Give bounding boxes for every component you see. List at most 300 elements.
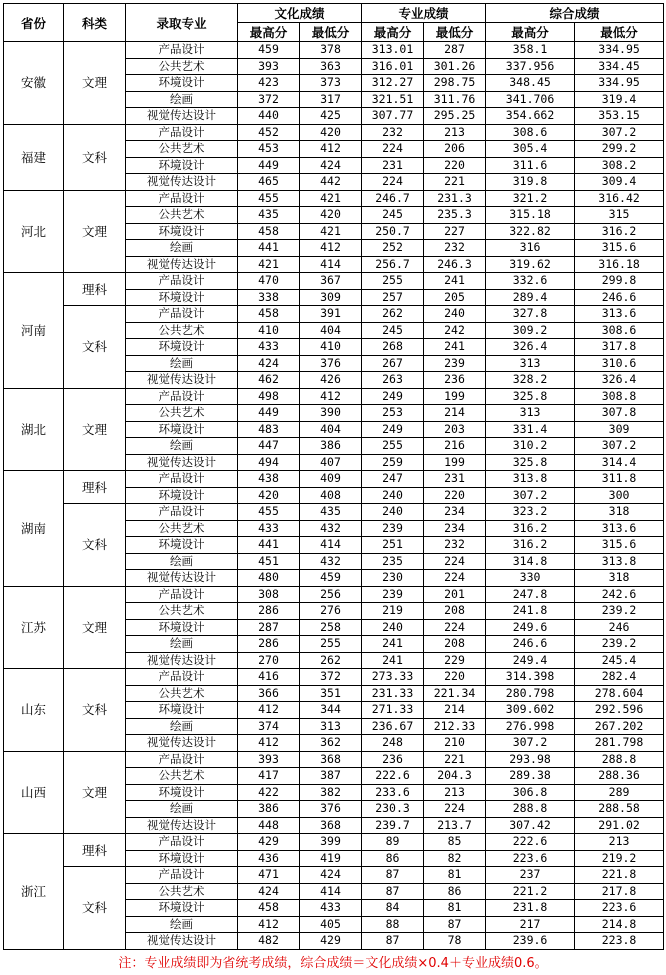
- category-cell: 文理: [64, 42, 126, 125]
- composite-max-cell: 326.4: [486, 339, 575, 356]
- composite-max-cell: 249.6: [486, 619, 575, 636]
- professional-max-cell: 86: [362, 850, 424, 867]
- professional-min-cell: 221: [424, 174, 486, 191]
- culture-min-cell: 424: [300, 157, 362, 174]
- header-category: 科类: [64, 4, 126, 42]
- composite-max-cell: 310.2: [486, 438, 575, 455]
- composite-max-cell: 223.6: [486, 850, 575, 867]
- culture-max-cell: 441: [238, 537, 300, 554]
- composite-min-cell: 315: [575, 207, 664, 224]
- category-cell: 文科: [64, 306, 126, 389]
- professional-max-cell: 240: [362, 504, 424, 521]
- culture-max-cell: 424: [238, 355, 300, 372]
- composite-max-cell: 247.8: [486, 586, 575, 603]
- professional-min-cell: 82: [424, 850, 486, 867]
- culture-min-cell: 363: [300, 58, 362, 75]
- composite-max-cell: 314.398: [486, 669, 575, 686]
- culture-max-cell: 462: [238, 372, 300, 389]
- composite-min-cell: 289: [575, 784, 664, 801]
- province-cell: 浙江: [4, 834, 64, 950]
- category-cell: 理科: [64, 471, 126, 504]
- major-cell: 绘画: [126, 355, 238, 372]
- culture-max-cell: 470: [238, 273, 300, 290]
- culture-max-cell: 417: [238, 768, 300, 785]
- culture-max-cell: 429: [238, 834, 300, 851]
- culture-max-cell: 455: [238, 190, 300, 207]
- professional-min-cell: 206: [424, 141, 486, 158]
- professional-min-cell: 204.3: [424, 768, 486, 785]
- culture-max-cell: 338: [238, 289, 300, 306]
- table-row: [4, 834, 664, 851]
- culture-max-cell: 458: [238, 306, 300, 323]
- culture-min-cell: 262: [300, 652, 362, 669]
- culture-max-cell: 374: [238, 718, 300, 735]
- culture-min-cell: 378: [300, 42, 362, 59]
- table-row: [4, 388, 664, 405]
- culture-min-cell: 432: [300, 553, 362, 570]
- culture-min-cell: 432: [300, 520, 362, 537]
- culture-min-cell: 412: [300, 240, 362, 257]
- major-cell: 绘画: [126, 636, 238, 653]
- composite-min-cell: 309: [575, 421, 664, 438]
- culture-max-cell: 498: [238, 388, 300, 405]
- professional-min-cell: 295.25: [424, 108, 486, 125]
- culture-max-cell: 422: [238, 784, 300, 801]
- professional-min-cell: 203: [424, 421, 486, 438]
- professional-min-cell: 224: [424, 801, 486, 818]
- professional-min-cell: 241: [424, 273, 486, 290]
- culture-min-cell: 407: [300, 454, 362, 471]
- professional-min-cell: 240: [424, 306, 486, 323]
- major-cell: 绘画: [126, 916, 238, 933]
- culture-max-cell: 438: [238, 471, 300, 488]
- culture-min-cell: 309: [300, 289, 362, 306]
- major-cell: 绘画: [126, 438, 238, 455]
- culture-max-cell: 480: [238, 570, 300, 587]
- culture-min-cell: 414: [300, 256, 362, 273]
- professional-max-cell: 250.7: [362, 223, 424, 240]
- professional-max-cell: 246.7: [362, 190, 424, 207]
- major-cell: 视觉传达设计: [126, 174, 238, 191]
- composite-min-cell: 288.8: [575, 751, 664, 768]
- culture-min-cell: 459: [300, 570, 362, 587]
- professional-max-cell: 241: [362, 652, 424, 669]
- culture-min-cell: 404: [300, 322, 362, 339]
- professional-max-cell: 89: [362, 834, 424, 851]
- professional-min-cell: 214: [424, 405, 486, 422]
- culture-min-cell: 258: [300, 619, 362, 636]
- category-cell: 理科: [64, 273, 126, 306]
- professional-min-cell: 221: [424, 751, 486, 768]
- culture-max-cell: 386: [238, 801, 300, 818]
- professional-max-cell: 236: [362, 751, 424, 768]
- composite-max-cell: 217: [486, 916, 575, 933]
- culture-min-cell: 387: [300, 768, 362, 785]
- composite-max-cell: 309.602: [486, 702, 575, 719]
- culture-max-cell: 287: [238, 619, 300, 636]
- composite-max-cell: 293.98: [486, 751, 575, 768]
- header-professional-min: 最低分: [424, 23, 486, 42]
- professional-min-cell: 241: [424, 339, 486, 356]
- major-cell: 公共艺术: [126, 322, 238, 339]
- major-cell: 产品设计: [126, 190, 238, 207]
- professional-min-cell: 86: [424, 883, 486, 900]
- culture-min-cell: 313: [300, 718, 362, 735]
- composite-min-cell: 246.6: [575, 289, 664, 306]
- major-cell: 产品设计: [126, 306, 238, 323]
- major-cell: 环境设计: [126, 421, 238, 438]
- professional-min-cell: 232: [424, 240, 486, 257]
- major-cell: 产品设计: [126, 504, 238, 521]
- professional-min-cell: 87: [424, 916, 486, 933]
- composite-max-cell: 308.6: [486, 124, 575, 141]
- composite-min-cell: 316.2: [575, 223, 664, 240]
- culture-max-cell: 286: [238, 603, 300, 620]
- culture-min-cell: 256: [300, 586, 362, 603]
- professional-max-cell: 219: [362, 603, 424, 620]
- professional-min-cell: 85: [424, 834, 486, 851]
- table-row: [4, 504, 664, 521]
- major-cell: 绘画: [126, 553, 238, 570]
- major-cell: 视觉传达设计: [126, 108, 238, 125]
- composite-min-cell: 318: [575, 504, 664, 521]
- composite-max-cell: 330: [486, 570, 575, 587]
- major-cell: 产品设计: [126, 751, 238, 768]
- composite-min-cell: 313.6: [575, 306, 664, 323]
- professional-max-cell: 239: [362, 520, 424, 537]
- professional-min-cell: 224: [424, 570, 486, 587]
- composite-min-cell: 308.6: [575, 322, 664, 339]
- professional-min-cell: 301.26: [424, 58, 486, 75]
- professional-min-cell: 81: [424, 900, 486, 917]
- professional-max-cell: 233.6: [362, 784, 424, 801]
- composite-min-cell: 242.6: [575, 586, 664, 603]
- composite-min-cell: 310.6: [575, 355, 664, 372]
- province-cell: 山西: [4, 751, 64, 834]
- major-cell: 环境设计: [126, 223, 238, 240]
- culture-min-cell: 429: [300, 933, 362, 950]
- culture-min-cell: 404: [300, 421, 362, 438]
- professional-max-cell: 245: [362, 207, 424, 224]
- major-cell: 产品设计: [126, 471, 238, 488]
- professional-max-cell: 262: [362, 306, 424, 323]
- composite-max-cell: 341.706: [486, 91, 575, 108]
- culture-min-cell: 433: [300, 900, 362, 917]
- category-cell: 文科: [64, 669, 126, 752]
- culture-max-cell: 458: [238, 900, 300, 917]
- culture-max-cell: 421: [238, 256, 300, 273]
- culture-min-cell: 344: [300, 702, 362, 719]
- professional-min-cell: 214: [424, 702, 486, 719]
- composite-max-cell: 358.1: [486, 42, 575, 59]
- major-cell: 绘画: [126, 801, 238, 818]
- culture-min-cell: 408: [300, 487, 362, 504]
- table-body: [4, 42, 664, 950]
- table-row: [4, 471, 664, 488]
- composite-min-cell: 311.8: [575, 471, 664, 488]
- culture-max-cell: 483: [238, 421, 300, 438]
- composite-max-cell: 348.45: [486, 75, 575, 92]
- professional-max-cell: 251: [362, 537, 424, 554]
- professional-max-cell: 88: [362, 916, 424, 933]
- composite-max-cell: 332.6: [486, 273, 575, 290]
- culture-min-cell: 368: [300, 817, 362, 834]
- table-row: [4, 669, 664, 686]
- composite-max-cell: 327.8: [486, 306, 575, 323]
- culture-max-cell: 412: [238, 916, 300, 933]
- province-cell: 湖南: [4, 471, 64, 587]
- professional-max-cell: 249: [362, 421, 424, 438]
- professional-max-cell: 222.6: [362, 768, 424, 785]
- culture-max-cell: 458: [238, 223, 300, 240]
- culture-max-cell: 420: [238, 487, 300, 504]
- professional-max-cell: 230: [362, 570, 424, 587]
- category-cell: 文理: [64, 751, 126, 834]
- composite-min-cell: 213: [575, 834, 664, 851]
- admission-scores-document: [3, 3, 663, 950]
- province-cell: 江苏: [4, 586, 64, 669]
- composite-min-cell: 353.15: [575, 108, 664, 125]
- composite-max-cell: 316.2: [486, 520, 575, 537]
- culture-max-cell: 447: [238, 438, 300, 455]
- table-row: [4, 42, 664, 59]
- professional-min-cell: 220: [424, 157, 486, 174]
- professional-max-cell: 263: [362, 372, 424, 389]
- culture-min-cell: 390: [300, 405, 362, 422]
- culture-max-cell: 372: [238, 91, 300, 108]
- province-cell: 河北: [4, 190, 64, 273]
- composite-min-cell: 299.2: [575, 141, 664, 158]
- composite-min-cell: 307.8: [575, 405, 664, 422]
- header-major: 录取专业: [126, 4, 238, 42]
- table-row: [4, 867, 664, 884]
- composite-max-cell: 313: [486, 355, 575, 372]
- professional-min-cell: 298.75: [424, 75, 486, 92]
- header-composite-score: 综合成绩: [486, 4, 664, 23]
- composite-max-cell: 331.4: [486, 421, 575, 438]
- composite-max-cell: 321.2: [486, 190, 575, 207]
- professional-max-cell: 87: [362, 933, 424, 950]
- culture-min-cell: 412: [300, 388, 362, 405]
- professional-min-cell: 213.7: [424, 817, 486, 834]
- header-professional-score: 专业成绩: [362, 4, 486, 23]
- culture-min-cell: 421: [300, 223, 362, 240]
- composite-min-cell: 291.02: [575, 817, 664, 834]
- table-row: [4, 273, 664, 290]
- culture-max-cell: 433: [238, 520, 300, 537]
- culture-max-cell: 308: [238, 586, 300, 603]
- professional-min-cell: 224: [424, 553, 486, 570]
- professional-min-cell: 208: [424, 636, 486, 653]
- composite-max-cell: 322.82: [486, 223, 575, 240]
- composite-max-cell: 280.798: [486, 685, 575, 702]
- professional-min-cell: 205: [424, 289, 486, 306]
- professional-min-cell: 220: [424, 487, 486, 504]
- composite-min-cell: 318: [575, 570, 664, 587]
- culture-min-cell: 419: [300, 850, 362, 867]
- professional-max-cell: 255: [362, 273, 424, 290]
- professional-max-cell: 236.67: [362, 718, 424, 735]
- professional-max-cell: 224: [362, 174, 424, 191]
- major-cell: 产品设计: [126, 586, 238, 603]
- category-cell: 文科: [64, 504, 126, 587]
- composite-max-cell: 309.2: [486, 322, 575, 339]
- header-composite-max: 最高分: [486, 23, 575, 42]
- culture-max-cell: 436: [238, 850, 300, 867]
- culture-max-cell: 412: [238, 735, 300, 752]
- professional-max-cell: 256.7: [362, 256, 424, 273]
- culture-max-cell: 412: [238, 702, 300, 719]
- culture-min-cell: 372: [300, 669, 362, 686]
- professional-max-cell: 271.33: [362, 702, 424, 719]
- major-cell: 公共艺术: [126, 58, 238, 75]
- major-cell: 公共艺术: [126, 405, 238, 422]
- composite-min-cell: 319.4: [575, 91, 664, 108]
- composite-max-cell: 313.8: [486, 471, 575, 488]
- culture-min-cell: 373: [300, 75, 362, 92]
- professional-max-cell: 321.51: [362, 91, 424, 108]
- major-cell: 环境设计: [126, 487, 238, 504]
- composite-min-cell: 217.8: [575, 883, 664, 900]
- composite-max-cell: 354.662: [486, 108, 575, 125]
- major-cell: 绘画: [126, 91, 238, 108]
- major-cell: 视觉传达设计: [126, 652, 238, 669]
- composite-max-cell: 241.8: [486, 603, 575, 620]
- professional-max-cell: 255: [362, 438, 424, 455]
- culture-min-cell: 382: [300, 784, 362, 801]
- professional-min-cell: 235.3: [424, 207, 486, 224]
- major-cell: 视觉传达设计: [126, 817, 238, 834]
- table-row: [4, 190, 664, 207]
- professional-max-cell: 257: [362, 289, 424, 306]
- professional-min-cell: 220: [424, 669, 486, 686]
- culture-min-cell: 376: [300, 355, 362, 372]
- culture-min-cell: 420: [300, 124, 362, 141]
- professional-max-cell: 231.33: [362, 685, 424, 702]
- province-cell: 安徽: [4, 42, 64, 125]
- major-cell: 产品设计: [126, 834, 238, 851]
- professional-max-cell: 232: [362, 124, 424, 141]
- composite-min-cell: 300: [575, 487, 664, 504]
- culture-min-cell: 399: [300, 834, 362, 851]
- culture-max-cell: 494: [238, 454, 300, 471]
- professional-min-cell: 210: [424, 735, 486, 752]
- major-cell: 公共艺术: [126, 207, 238, 224]
- major-cell: 环境设计: [126, 339, 238, 356]
- culture-max-cell: 441: [238, 240, 300, 257]
- culture-min-cell: 414: [300, 537, 362, 554]
- culture-min-cell: 424: [300, 867, 362, 884]
- professional-min-cell: 239: [424, 355, 486, 372]
- culture-min-cell: 409: [300, 471, 362, 488]
- professional-max-cell: 84: [362, 900, 424, 917]
- major-cell: 环境设计: [126, 850, 238, 867]
- major-cell: 环境设计: [126, 702, 238, 719]
- major-cell: 环境设计: [126, 619, 238, 636]
- professional-min-cell: 208: [424, 603, 486, 620]
- category-cell: 文理: [64, 190, 126, 273]
- province-cell: 山东: [4, 669, 64, 752]
- table-row: [4, 751, 664, 768]
- composite-max-cell: 249.4: [486, 652, 575, 669]
- professional-max-cell: 273.33: [362, 669, 424, 686]
- culture-min-cell: 255: [300, 636, 362, 653]
- professional-max-cell: 248: [362, 735, 424, 752]
- professional-min-cell: 311.76: [424, 91, 486, 108]
- culture-min-cell: 425: [300, 108, 362, 125]
- category-cell: 理科: [64, 834, 126, 867]
- professional-max-cell: 316.01: [362, 58, 424, 75]
- professional-max-cell: 253: [362, 405, 424, 422]
- composite-max-cell: 315.18: [486, 207, 575, 224]
- composite-min-cell: 292.596: [575, 702, 664, 719]
- professional-max-cell: 267: [362, 355, 424, 372]
- culture-max-cell: 449: [238, 157, 300, 174]
- culture-min-cell: 391: [300, 306, 362, 323]
- composite-max-cell: 289.4: [486, 289, 575, 306]
- professional-max-cell: 224: [362, 141, 424, 158]
- major-cell: 视觉传达设计: [126, 372, 238, 389]
- culture-max-cell: 424: [238, 883, 300, 900]
- footnote: 注：专业成绩即为省统考成绩，综合成绩＝文化成绩×0.4＋专业成绩0.6。: [118, 956, 548, 971]
- professional-min-cell: 231.3: [424, 190, 486, 207]
- composite-max-cell: 306.8: [486, 784, 575, 801]
- culture-max-cell: 471: [238, 867, 300, 884]
- major-cell: 产品设计: [126, 669, 238, 686]
- composite-min-cell: 223.6: [575, 900, 664, 917]
- professional-max-cell: 247: [362, 471, 424, 488]
- culture-max-cell: 423: [238, 75, 300, 92]
- professional-min-cell: 232: [424, 537, 486, 554]
- professional-min-cell: 246.3: [424, 256, 486, 273]
- category-cell: 文理: [64, 586, 126, 669]
- professional-min-cell: 213: [424, 784, 486, 801]
- composite-min-cell: 219.2: [575, 850, 664, 867]
- professional-max-cell: 240: [362, 619, 424, 636]
- composite-min-cell: 315.6: [575, 240, 664, 257]
- major-cell: 绘画: [126, 240, 238, 257]
- composite-min-cell: 316.18: [575, 256, 664, 273]
- professional-max-cell: 87: [362, 883, 424, 900]
- composite-min-cell: 307.2: [575, 438, 664, 455]
- province-cell: 湖北: [4, 388, 64, 471]
- composite-min-cell: 299.8: [575, 273, 664, 290]
- professional-min-cell: 234: [424, 504, 486, 521]
- professional-min-cell: 224: [424, 619, 486, 636]
- composite-max-cell: 231.8: [486, 900, 575, 917]
- composite-min-cell: 239.2: [575, 603, 664, 620]
- composite-min-cell: 246: [575, 619, 664, 636]
- culture-min-cell: 412: [300, 141, 362, 158]
- professional-max-cell: 235: [362, 553, 424, 570]
- culture-max-cell: 482: [238, 933, 300, 950]
- major-cell: 产品设计: [126, 124, 238, 141]
- professional-min-cell: 201: [424, 586, 486, 603]
- major-cell: 公共艺术: [126, 141, 238, 158]
- culture-max-cell: 410: [238, 322, 300, 339]
- professional-max-cell: 231: [362, 157, 424, 174]
- table-row: [4, 306, 664, 323]
- composite-max-cell: 307.2: [486, 487, 575, 504]
- composite-max-cell: 325.8: [486, 388, 575, 405]
- professional-max-cell: 313.01: [362, 42, 424, 59]
- composite-max-cell: 221.2: [486, 883, 575, 900]
- composite-max-cell: 239.6: [486, 933, 575, 950]
- professional-min-cell: 199: [424, 454, 486, 471]
- major-cell: 绘画: [126, 718, 238, 735]
- culture-max-cell: 270: [238, 652, 300, 669]
- professional-max-cell: 239: [362, 586, 424, 603]
